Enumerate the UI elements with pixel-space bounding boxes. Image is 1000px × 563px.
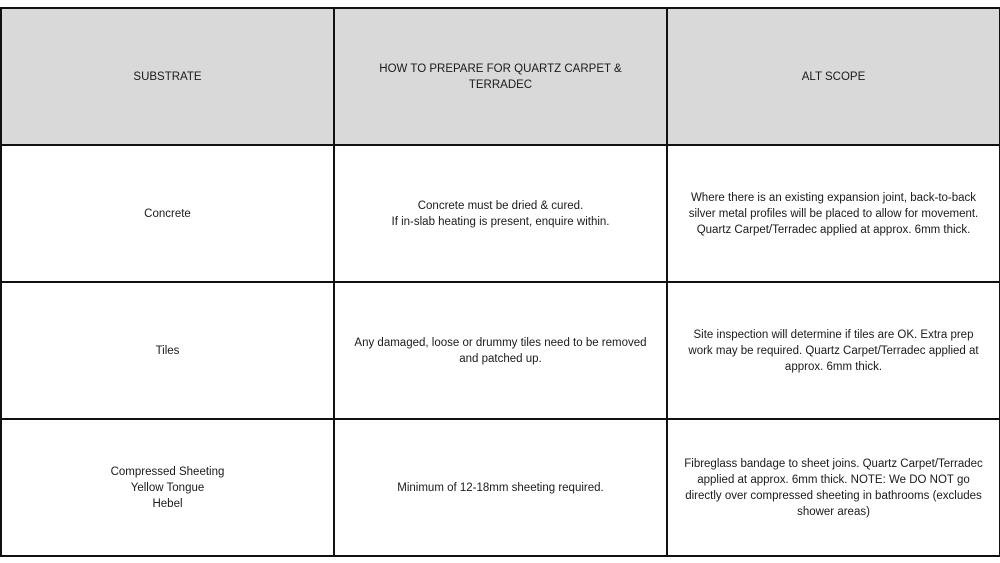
prepare-line: Any damaged, loose or drummy tiles need to be removed [354, 336, 647, 349]
cell-substrate [1, 282, 334, 419]
cell-scope [667, 282, 1000, 419]
table-row-tiles [1, 282, 1000, 419]
prepare-line: Concrete must be dried & cured. [417, 199, 584, 212]
table-row-sheeting [1, 419, 1000, 556]
substrate-line: Tiles [155, 344, 180, 357]
scope-line: applied at approx. 6mm thick. NOTE: We DO NOT go [697, 473, 970, 486]
header-substrate: SUBSTRATE [1, 8, 334, 145]
scope-line: work may be required. Quartz Carpet/Terradec applied at [688, 344, 979, 357]
scope-line: Quartz Carpet/Terradec applied at approx. 6mm thick. [696, 223, 971, 236]
scope-line: Where there is an existing expansion joint, back-to-back [690, 191, 977, 204]
cell-substrate [1, 145, 334, 282]
cell-prepare [334, 282, 667, 419]
cell-substrate [1, 419, 334, 556]
cell-prepare [334, 419, 667, 556]
cell-scope [667, 419, 1000, 556]
header-how-to-prepare: HOW TO PREPARE FOR QUARTZ CARPET & TERRADEC [334, 8, 667, 145]
table-row-concrete [1, 145, 1000, 282]
substrate-line: Yellow Tongue [130, 481, 205, 494]
substrate-line: Compressed Sheeting [110, 465, 225, 478]
scope-line: Fibreglass bandage to sheet joins. Quartz Carpet/Terradec [684, 457, 983, 470]
scope-line: directly over compressed sheeting in bathrooms (excludes [685, 489, 982, 502]
scope-line: approx. 6mm thick. [784, 360, 883, 373]
prepare-line: If in-slab heating is present, enquire within. [391, 215, 610, 228]
prepare-line: Minimum of 12-18mm sheeting required. [397, 481, 604, 494]
scope-line: shower areas) [797, 505, 870, 518]
cell-scope [667, 145, 1000, 282]
substrate-line: Hebel [152, 497, 183, 510]
header-alt-scope: ALT SCOPE [667, 8, 1000, 145]
scope-line: silver metal profiles will be placed to allow for movement. [688, 207, 979, 220]
header-row [1, 8, 1000, 145]
substrate-preparation-table [0, 7, 1000, 557]
substrate-line: Concrete [144, 207, 191, 220]
cell-prepare [334, 145, 667, 282]
prepare-line: and patched up. [459, 352, 542, 365]
scope-line: Site inspection will determine if tiles are OK. Extra prep [693, 328, 974, 341]
